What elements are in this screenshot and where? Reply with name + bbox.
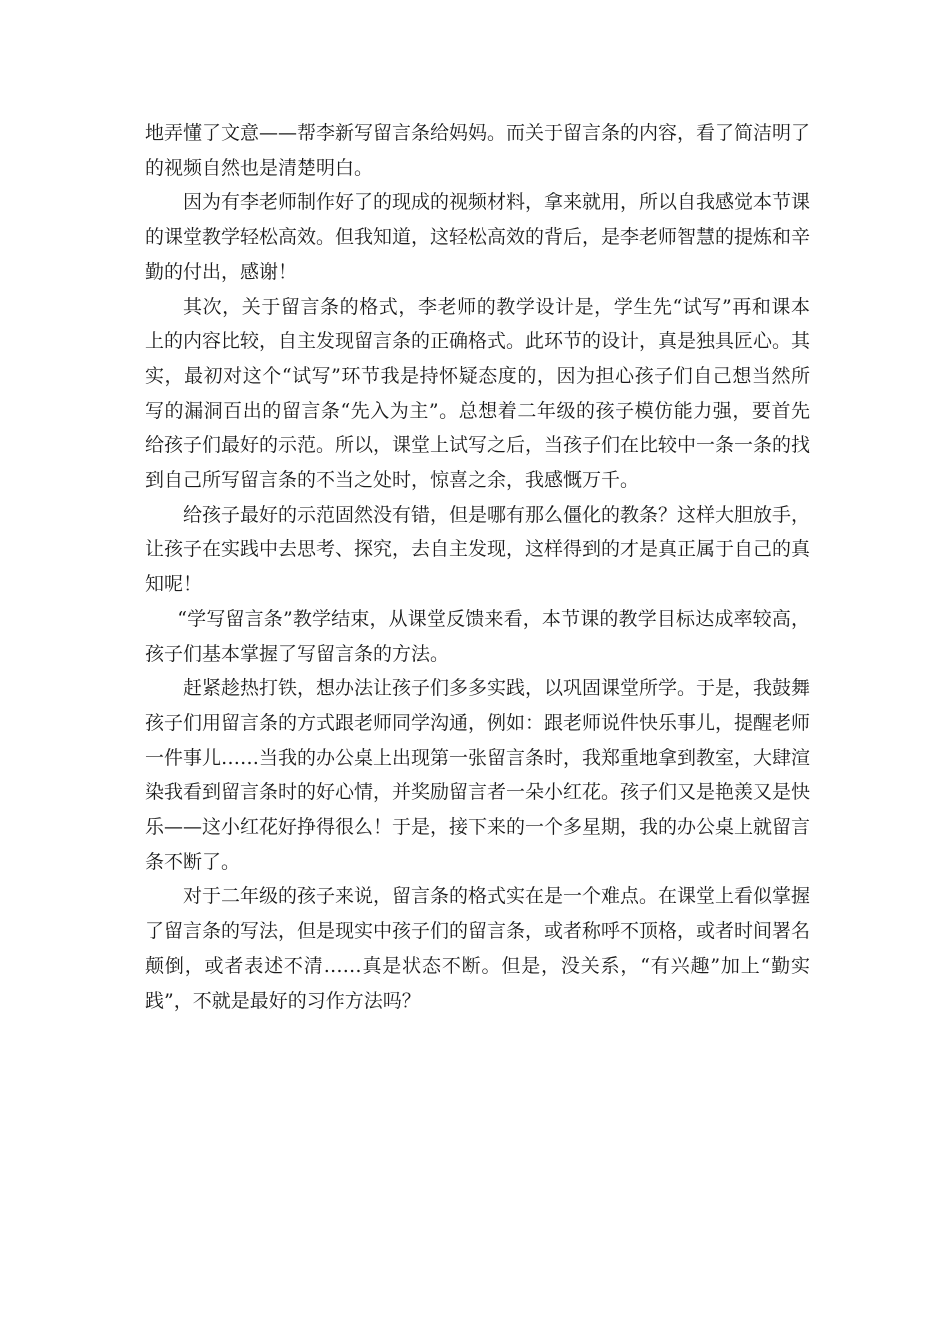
paragraph-lesson-result: “学写留言条”教学结束，从课堂反馈来看，本节课的教学目标达成率较高，孩子们基本掌握了写留言条的方法。 <box>145 607 810 665</box>
paragraph-practice: 赶紧趁热打铁，想办法让孩子们多多实践，以巩固课堂所学。于是，我鼓舞孩子们用留言条的方式跟老师同学沟通，例如：跟老师说件快乐事儿，提醒老师一件事儿……当我的办公桌上出现第一张留言条时，我郑重地拿到教室，大肆渲染我看到留言条时的好心情，并奖励留言者一朵小红花。孩子们又是艳羡又是快乐——这小红花好挣得很么！于是，接下来的一个多星期，我的办公桌上就留言条不断了。 <box>145 677 811 873</box>
paragraph-difficulty: 对于二年级的孩子来说，留言条的格式实在是一个难点。在课堂上看似掌握了留言条的写法，但是现实中孩子们的留言条，或者称呼不顶格，或者时间署名颠倒，或者表述不清……真是状态不断。但是，没关系，“有兴趣”加上“勤实践”，不就是最好的习作方法吗？ <box>145 885 811 1012</box>
document-page <box>145 116 810 1018</box>
paragraph-format-design: 其次，关于留言条的格式，李老师的教学设计是，学生先“试写”再和课本上的内容比较，自主发现留言条的正确格式。此环节的设计，真是独具匠心。其实，最初对这个“试写”环节我是持怀疑态度的，因为担心孩子们自己想当然所写的漏洞百出的留言条“先入为主”。总想着二年级的孩子模仿能力强，要首先给孩子们最好的示范。所以，课堂上试写之后，当孩子们在比较中一条一条的找到自己所写留言条的不当之处时，惊喜之余，我感慨万千。 <box>145 295 811 492</box>
paragraph-video-material: 因为有李老师制作好了的现成的视频材料，拿来就用，所以自我感觉本节课的课堂教学轻松高效。但我知道，这轻松高效的背后，是李老师智慧的提炼和辛勤的付出，感谢！ <box>145 191 811 283</box>
paragraph-best-example: 给孩子最好的示范固然没有错，但是哪有那么僵化的教条？这样大胆放手，让孩子在实践中去思考、探究，去自主发现，这样得到的才是真正属于自己的真知呢！ <box>145 503 811 596</box>
paragraph-continuation: 地弄懂了文意——帮李新写留言条给妈妈。而关于留言条的内容，看了简洁明了的视频自然也是清楚明白。 <box>145 122 811 179</box>
